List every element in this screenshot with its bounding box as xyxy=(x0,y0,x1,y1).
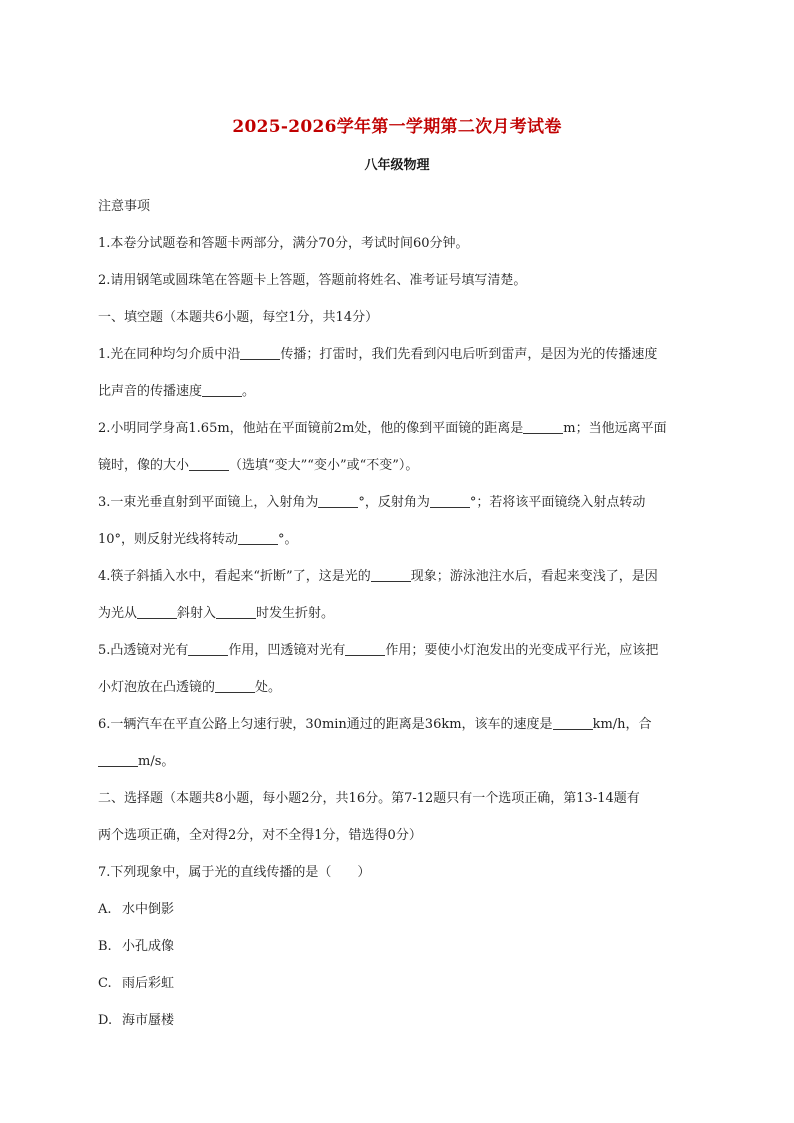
question-1-line-1: 1.光在同种均匀介质中沿 传播；打雷时，我们先看到闪电后听到雷声，是因为光的传播速度 xyxy=(98,347,658,362)
notice-item-1: 1.本卷分试题卷和答题卡两部分，满分70分，考试时间60分钟。 xyxy=(98,236,469,251)
answer-blank xyxy=(238,530,278,545)
question-4-line-2: 为光从 斜射入 时发生折射。 xyxy=(98,606,335,621)
answer-blank xyxy=(216,604,256,619)
question-1-line-2: 比声音的传播速度 。 xyxy=(98,384,256,399)
question-4-line-1: 4.筷子斜插入水中，看起来“折断”了，这是光的 现象；游泳池注水后，看起来变浅了，是因 xyxy=(98,569,658,584)
answer-blank xyxy=(202,382,242,397)
question-6-line-2: m/s。 xyxy=(98,743,698,780)
question-2-line-2: 镜时，像的大小 （选填“变大”“变小”或“不变”）。 xyxy=(98,458,419,473)
section2-heading-line-1: 二、选择题（本题共8小题，每小题2分，共16分。第7-12题只有一个选项正确，第13-14题有 xyxy=(98,791,640,806)
answer-blank xyxy=(371,567,411,582)
section1-heading: 一、填空题（本题共6小题，每空1分，共14分） xyxy=(98,310,379,325)
question-7-option-a: A. 水中倒影 xyxy=(98,902,175,917)
answer-blank xyxy=(189,456,229,471)
page-subtitle: 八年级物理 xyxy=(364,158,430,173)
answer-blank xyxy=(430,493,470,508)
question-2-line-1: 2.小明同学身高1.65m，他站在平面镜前2m处，他的像到平面镜的距离是 m；当他远离平面 xyxy=(98,421,667,436)
question-6-line-1: 6.一辆汽车在平直公路上匀速行驶，30min通过的距离是36km，该车的速度是 km/h，合 xyxy=(98,717,652,732)
question-3-line-1: 3.一束光垂直射到平面镜上，入射角为 °，反射角为 °；若将该平面镜绕入射点转动 xyxy=(98,495,646,510)
answer-blank xyxy=(215,678,255,693)
section2-heading-line-2: 两个选项正确，全对得2分，对不全得1分，错选得0分） xyxy=(98,828,422,843)
question-7-option-c: C. 雨后彩虹 xyxy=(98,976,175,991)
answer-blank xyxy=(240,345,280,360)
answer-blank xyxy=(318,493,358,508)
notice-item-2: 2.请用钢笔或圆珠笔在答题卡上答题，答题前将姓名、准考证号填写清楚。 xyxy=(98,273,527,288)
question-5-line-2: 小灯泡放在凸透镜的 处。 xyxy=(98,680,282,695)
answer-blank xyxy=(553,715,593,730)
answer-blank xyxy=(345,641,385,656)
answer-blank xyxy=(188,641,228,656)
question-7-stem: 7.下列现象中，属于光的直线传播的是（ ） xyxy=(98,865,371,880)
exam-body xyxy=(98,188,698,1039)
question-5-line-1: 5.凸透镜对光有 作用，凹透镜对光有 作用；要使小灯泡发出的光变成平行光，应该把 xyxy=(98,643,659,658)
answer-blank xyxy=(137,604,177,619)
question-3-line-2: 10°，则反射光线将转动 °。 xyxy=(98,532,298,547)
notice-heading: 注意事项 xyxy=(98,199,151,214)
question-7-option-b: B. 小孔成像 xyxy=(98,939,175,954)
page-title: 2025-2026学年第一学期第二次月考试卷 xyxy=(232,117,562,137)
answer-blank xyxy=(523,419,563,434)
answer-blank xyxy=(98,752,138,767)
question-7-option-d: D. 海市蜃楼 xyxy=(98,1013,175,1028)
